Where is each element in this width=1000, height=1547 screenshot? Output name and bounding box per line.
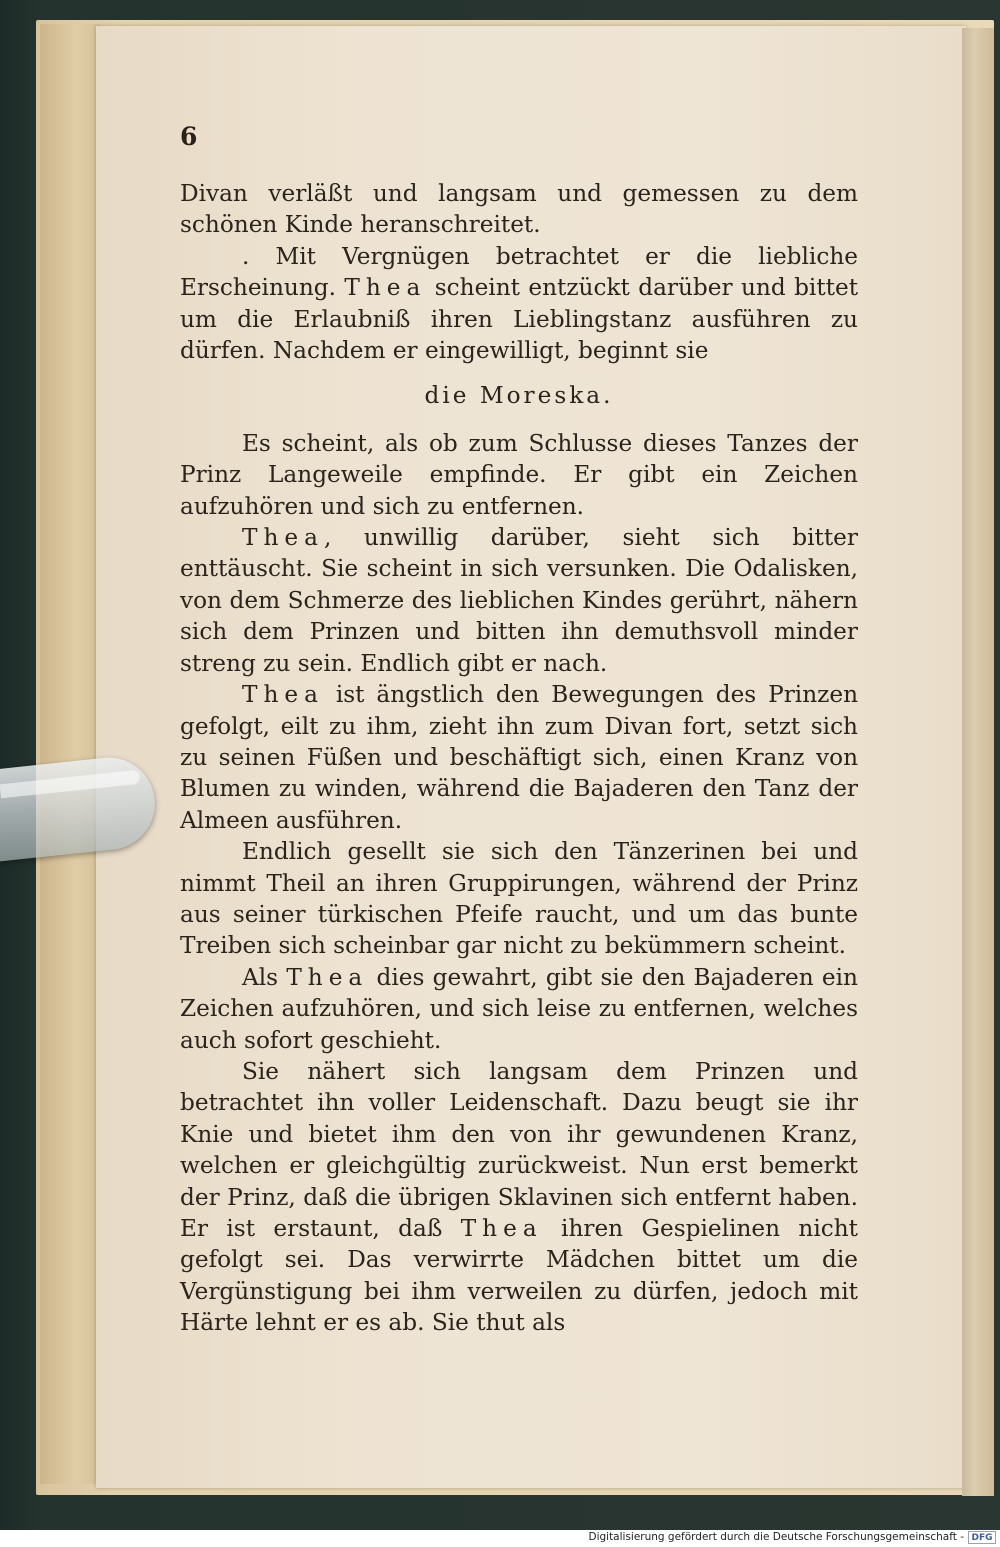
page-stack-left <box>40 24 100 1484</box>
dance-heading: die Moreska. <box>424 382 614 410</box>
paragraph-text: scheint entzückt darüber und bittet um die Erlaubniß ihren Lieblingstanz ausführen zu dürfen. Nachdem er eingewilligt, beginnt sie <box>180 274 859 365</box>
paragraph-text: dies gewahrt, gibt sie den Bajaderen ein Zeichen aufzuhören, und sich leise zu entfernen, welches auch sofort geschieht. <box>180 963 858 1054</box>
paragraph-text: , unwillig darüber, sieht sich bitter enttäuscht. Sie scheint in sich versunken. Die Odalisken, von dem Schmerze des lieblichen Kindes gerührt, nähern sich dem Prinzen und bitten ihn demuthsvoll minder streng zu sein. Endlich gibt er nach. <box>180 524 858 677</box>
paragraph-text: ist ängstlich den Bewegungen des Prinzen gefolgt, eilt zu ihm, zieht ihn zum Divan fort, setzt sich zu seinen Füßen und beschäftigt sich, einen Kranz von Blumen zu winden, während die Bajaderen den Tanz der Almeen ausführen. <box>180 681 858 834</box>
digitization-credit: Digitalisierung gefördert durch die Deutsche Forschungsgemeinschaft - <box>588 1531 964 1543</box>
paragraph-6 <box>180 836 858 962</box>
paragraph-3 <box>180 428 858 522</box>
character-name: Thea <box>242 681 324 709</box>
character-name: Thea <box>242 524 324 552</box>
paragraph-7 <box>180 962 858 1056</box>
character-name: Thea <box>344 274 427 302</box>
paragraph-text: Divan verläßt und langsam und gemessen zu dem schönen Kinde heranschreitet. <box>180 180 858 239</box>
paragraph-text: . Mit Vergnügen betrachtet er die liebliche Erscheinung. <box>180 242 858 302</box>
paragraph-5 <box>180 679 858 836</box>
page-number: 6 <box>180 122 198 151</box>
paragraph-1 <box>180 178 858 241</box>
paragraph-text: ihren Gespielinen nicht gefolgt sei. Das verwirrte Mädchen bittet um die Vergünstigung bei ihm verweilen zu dürfen, jedoch mit Härte lehnt er es ab. Sie thut als <box>180 1215 859 1337</box>
paragraph-text: Sie nähert sich langsam dem Prinzen und betrachtet ihn voller Leidenschaft. Dazu beugt sie ihr Knie und bietet ihm den von ihr gewundenen Kranz, welchen er gleichgültig zurückweist. Nun erst bemerkt der Prinz, daß die übrigen Sklavinen sich entfernt haben. Er ist erstaunt, daß <box>180 1057 858 1242</box>
dfg-logo-icon: DFG <box>968 1531 996 1544</box>
paragraph-2 <box>180 241 858 367</box>
page-edge-right <box>962 28 994 1496</box>
paragraph-text: Endlich gesellt sie sich den Tänzerinen bei und nimmt Theil an ihren Gruppirungen, während der Prinz aus seiner türkischen Pfeife raucht, und um das bunte Treiben sich scheinbar gar nicht zu bekümmern scheint. <box>180 838 858 960</box>
page-text <box>180 178 858 1339</box>
paragraph-text: Als <box>242 963 287 991</box>
paragraph-8 <box>180 1056 858 1339</box>
character-name: Thea <box>460 1215 543 1242</box>
paragraph-4 <box>180 522 858 679</box>
paragraph-text: Es scheint, als ob zum Schlusse dieses Tanzes der Prinz Langeweile empfinde. Er gibt ein Zeichen aufzuhören und sich zu entfernen. <box>180 429 858 520</box>
character-name: Thea <box>286 963 369 991</box>
